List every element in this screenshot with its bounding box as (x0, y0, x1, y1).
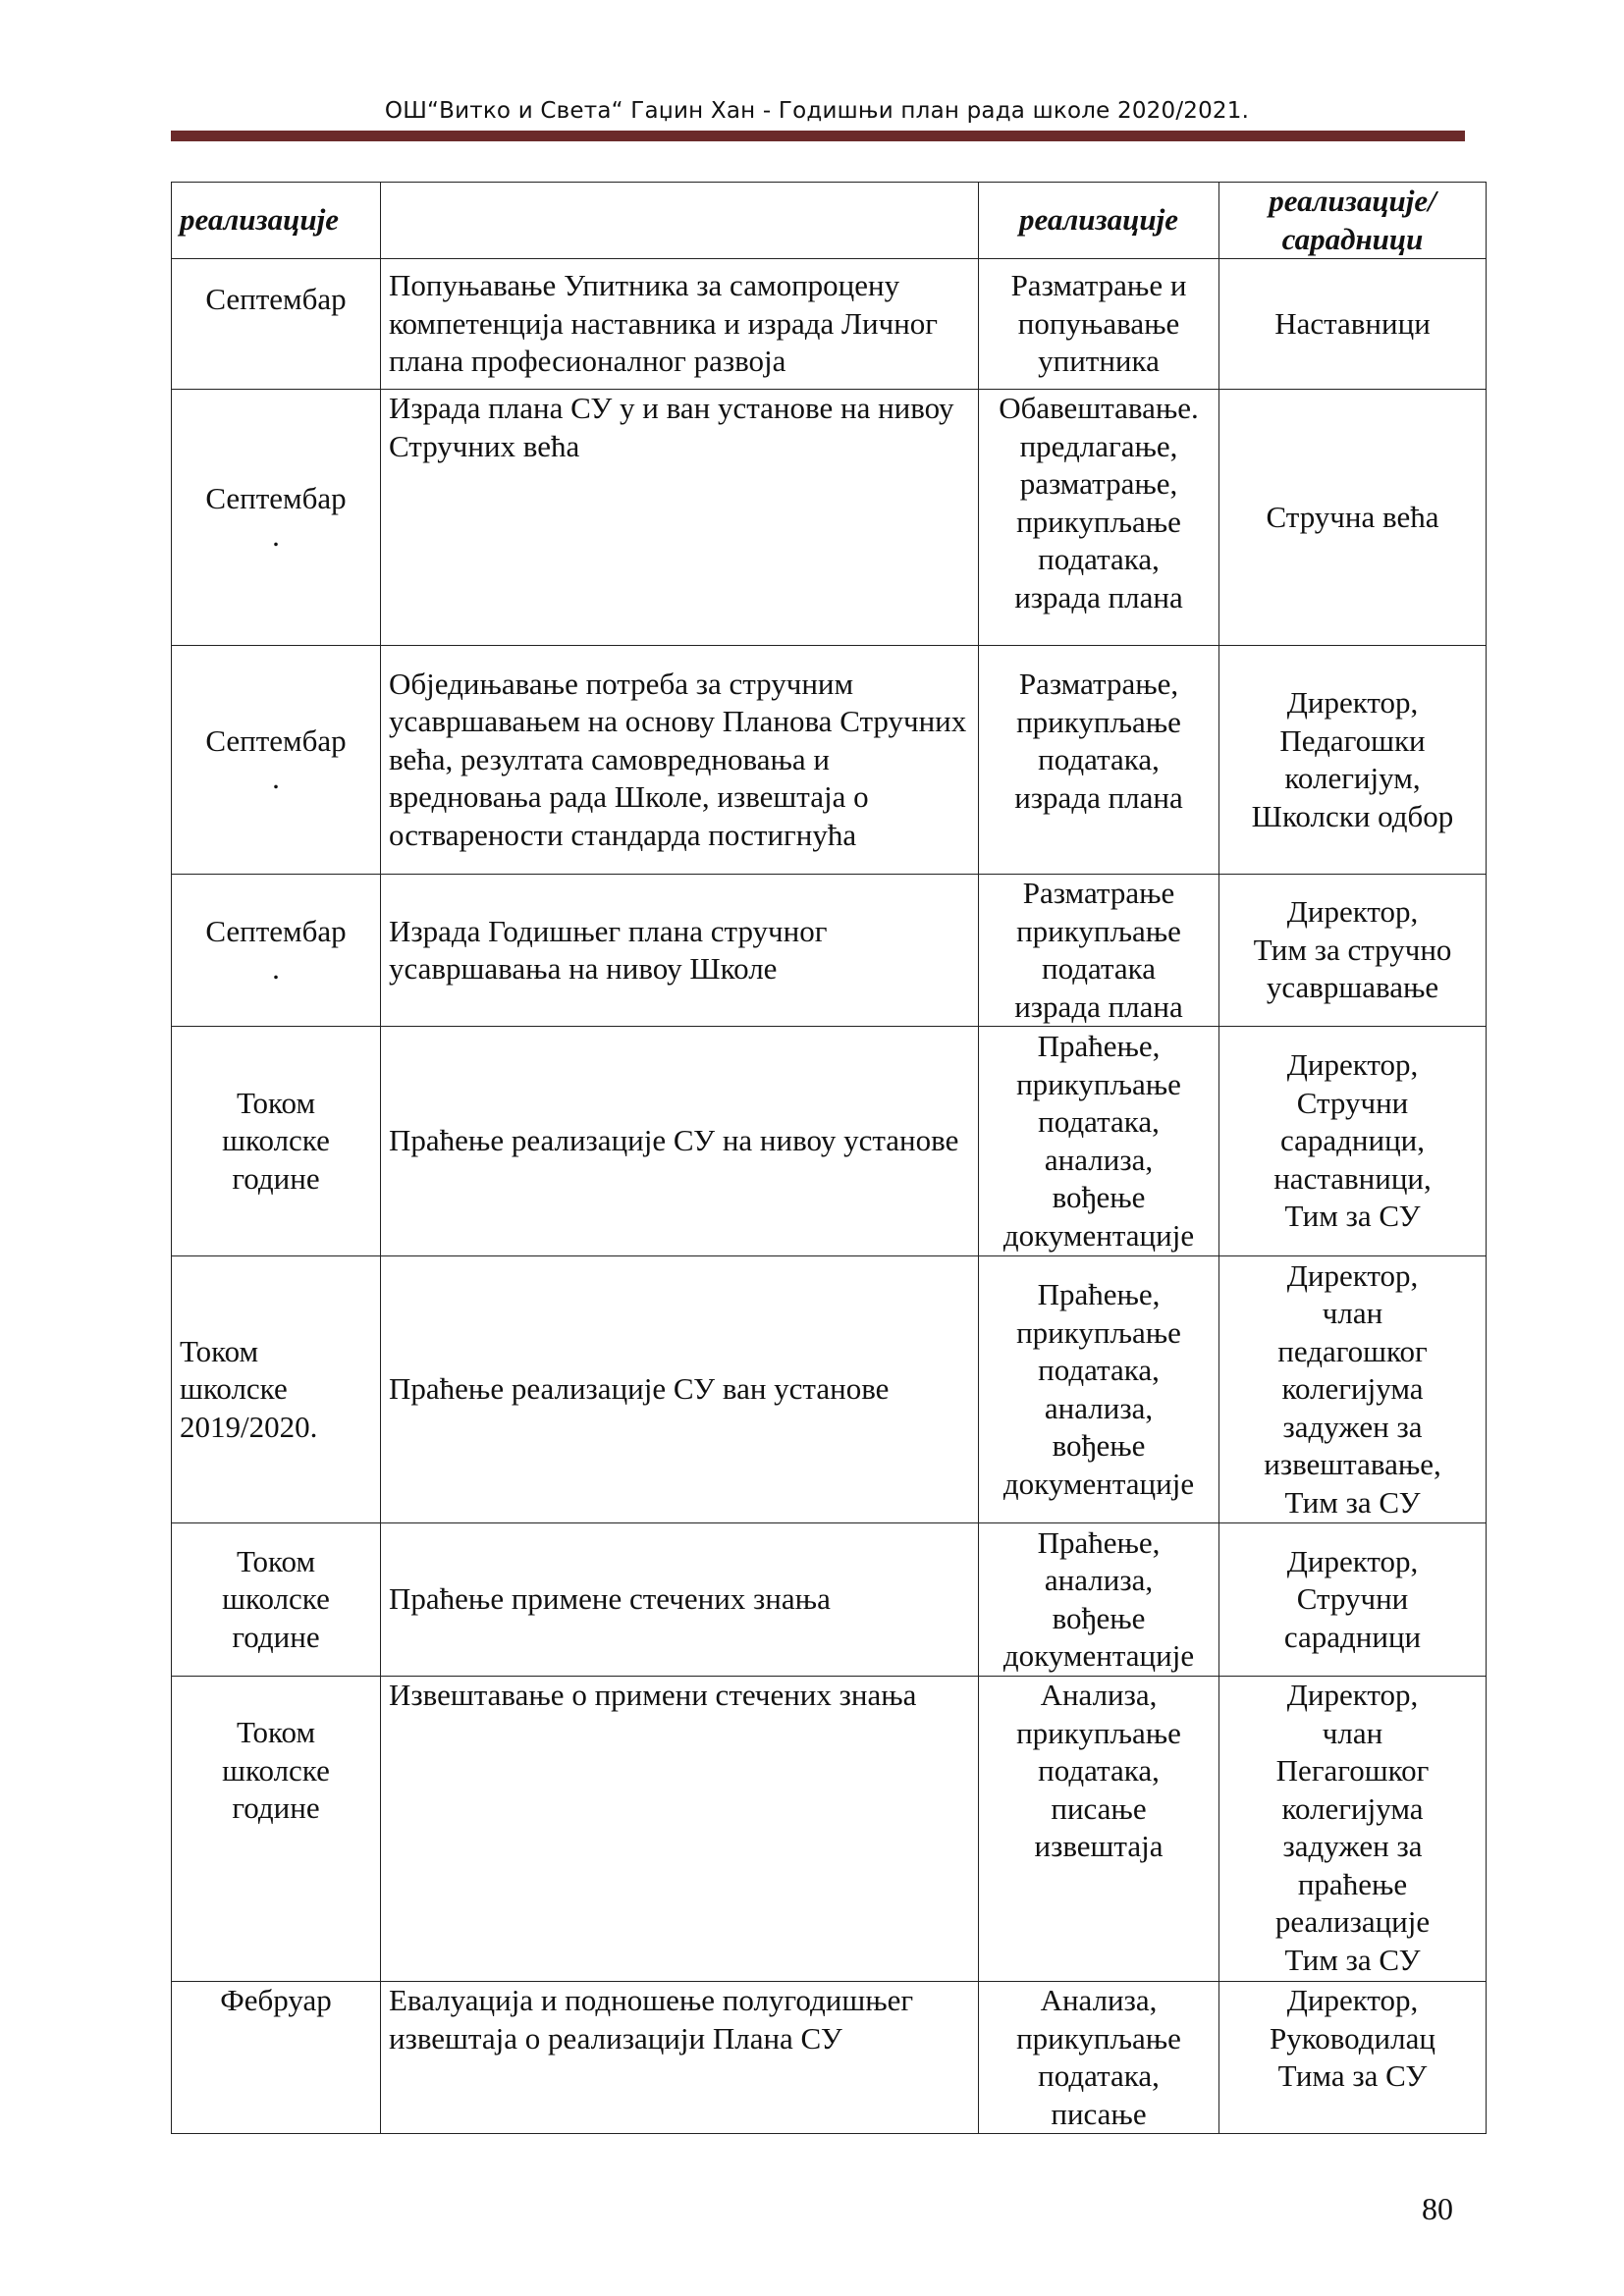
responsible-cell: Директор, члан педагошког колегијума задужен за извештавање, Тим за СУ (1219, 1256, 1487, 1523)
method-cell: Разматрање, прикупљање података, израда плана (979, 646, 1219, 875)
timing-cell: Током школске године (172, 1523, 381, 1677)
method-cell: Обавештавање. предлагање, разматрање, прикупљање података, израда плана (979, 390, 1219, 646)
method-cell: Праћење, анализа, вођење документације (979, 1523, 1219, 1677)
activity-cell: Израда плана СУ у и ван установе на нивоу Стручних већа (381, 390, 979, 646)
responsible-cell: Директор, члан Пегагошког колегијума задужен за праћење реализације Тим за СУ (1219, 1677, 1487, 1982)
professional-development-table (171, 182, 1487, 2134)
table-row (172, 1982, 1487, 2134)
timing-cell: Током школске године (172, 1027, 381, 1256)
table-row (172, 1523, 1487, 1677)
activity-cell: Праћење реализације СУ ван установе (381, 1256, 979, 1523)
timing-cell: Септембар . (172, 875, 381, 1027)
table-row (172, 1677, 1487, 1982)
timing-cell: Фебруар (172, 1982, 381, 2134)
method-cell: Разматрање прикупљање података израда плана (979, 875, 1219, 1027)
table-row (172, 1256, 1487, 1523)
method-cell: Разматрање и попуњавање упитника (979, 259, 1219, 390)
table-header-row (172, 183, 1487, 259)
method-cell: Праћење, прикупљање података, анализа, вођење документације (979, 1256, 1219, 1523)
activity-cell: Попуњавање Упитника за самопроцену компетенција наставника и израда Личног плана професионалног развоја (381, 259, 979, 390)
responsible-cell: Директор, Стручни сарадници (1219, 1523, 1487, 1677)
header-rule (171, 131, 1465, 141)
timing-cell: Током школске 2019/2020. (172, 1256, 381, 1523)
table-row (172, 646, 1487, 875)
timing-cell: Септембар . (172, 646, 381, 875)
page-number: 80 (1422, 2191, 1453, 2226)
method-cell: Праћење, прикупљање података, анализа, вођење документације (979, 1027, 1219, 1256)
timing-cell: Током школске године (172, 1677, 381, 1982)
timing-cell: Септембар (172, 259, 381, 390)
header-cell: реализације (979, 183, 1219, 259)
table-row (172, 875, 1487, 1027)
responsible-cell: Директор, Стручни сарадници, наставници, Тим за СУ (1219, 1027, 1487, 1256)
activity-cell: Праћење примене стечених знања (381, 1523, 979, 1677)
header-cell (381, 183, 979, 259)
responsible-cell: Директор, Педагошки колегијум, Школски одбор (1219, 646, 1487, 875)
table-row (172, 259, 1487, 390)
activity-cell: Евалуација и подношење полугодишњег извештаја о реализацији Плана СУ (381, 1982, 979, 2134)
activity-cell: Обједињавање потреба за стручним усавршавањем на основу Планова Стручних већа, резултата самовредновања и вредновања рада Школе, извештаја о остварености стандарда постигнућа (381, 646, 979, 875)
method-cell: Анализа, прикупљање података, писање извештаја (979, 1677, 1219, 1982)
table-row (172, 390, 1487, 646)
page-header: ОШ“Витко и Света“ Гаџин Хан - Годишњи план рада школе 2020/2021. (384, 98, 1250, 124)
responsible-cell: Стручна већа (1219, 390, 1487, 646)
method-cell: Анализа, прикупљање података, писање (979, 1982, 1219, 2134)
activity-cell: Израда Годишњег плана стручног усавршавања на нивоу Школе (381, 875, 979, 1027)
responsible-cell: Директор, Руководилац Тима за СУ (1219, 1982, 1487, 2134)
header-cell: реализације (172, 183, 381, 259)
header-cell: реализације/ сарадници (1219, 183, 1487, 259)
activity-cell: Извештавање о примени стечених знања (381, 1677, 979, 1982)
table-row (172, 1027, 1487, 1256)
activity-cell: Праћење реализације СУ на нивоу установе (381, 1027, 979, 1256)
responsible-cell: Наставници (1219, 259, 1487, 390)
responsible-cell: Директор, Тим за стручно усавршавање (1219, 875, 1487, 1027)
timing-cell: Септембар . (172, 390, 381, 646)
